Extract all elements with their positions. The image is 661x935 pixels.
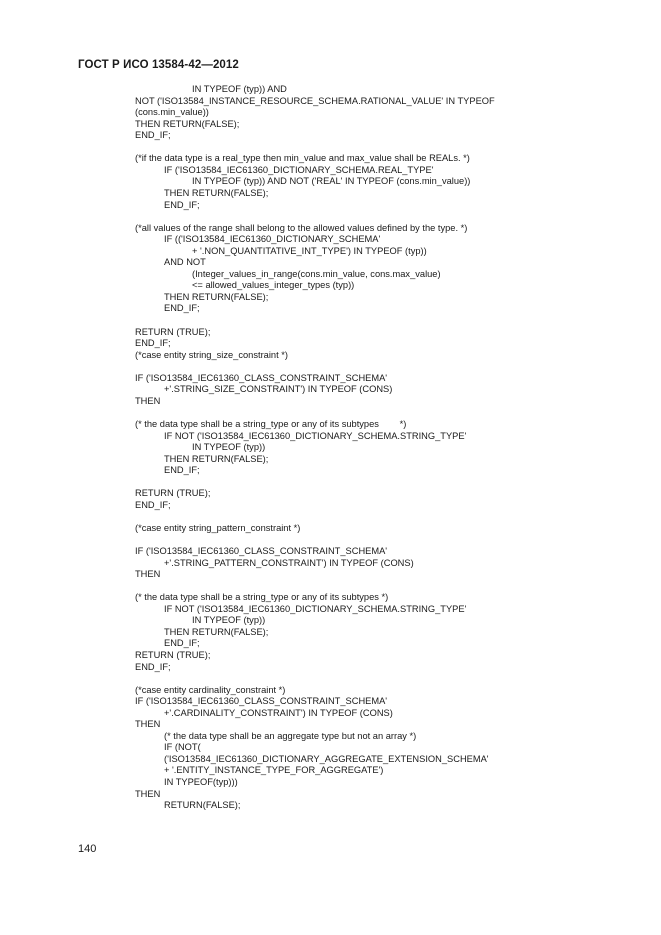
code-line: END_IF; bbox=[164, 199, 200, 210]
code-line: THEN RETURN(FALSE); bbox=[135, 118, 240, 129]
code-line: END_IF; bbox=[135, 499, 171, 510]
code-line: + '.NON_QUANTITATIVE_INT_TYPE') IN TYPEOF (typ)) bbox=[192, 245, 427, 256]
code-line: (* the data type shall be a string_type or any of its subtypes *) bbox=[135, 592, 389, 603]
page-number: 140 bbox=[78, 843, 97, 855]
code-line: IN TYPEOF (typ)) bbox=[192, 615, 266, 626]
code-line: END_IF; bbox=[164, 638, 200, 649]
code-line: RETURN (TRUE); bbox=[135, 326, 211, 337]
code-line: (* the data type shall be a string_type or any of its subtypes *) bbox=[135, 418, 407, 429]
code-line: IF NOT ('ISO13584_IEC61360_DICTIONARY_SCHEMA.STRING_TYPE' bbox=[164, 603, 467, 614]
code-line: IN TYPEOF (typ)) AND bbox=[192, 84, 287, 94]
code-line: ('ISO13584_IEC61360_DICTIONARY_AGGREGATE_EXTENSION_SCHEMA' bbox=[164, 753, 489, 764]
code-line: END_IF; bbox=[135, 338, 171, 349]
code-line: IN TYPEOF (typ)) AND NOT ('REAL' IN TYPEOF (cons.min_value)) bbox=[192, 176, 471, 187]
code-line: IN TYPEOF(typ))) bbox=[164, 777, 238, 787]
code-line: END_IF; bbox=[164, 303, 200, 314]
code-line: THEN bbox=[135, 788, 161, 799]
code-line: THEN bbox=[135, 719, 161, 730]
code-line: <= allowed_values_integer_types (typ)) bbox=[192, 280, 355, 291]
code-line: (*if the data type is a real_type then min_value and max_value shall be REALs. *) bbox=[135, 153, 470, 164]
code-line: AND NOT bbox=[164, 257, 206, 268]
code-line: END_IF; bbox=[135, 130, 171, 141]
code-line: (*all values of the range shall belong to the allowed values defined by the type. *) bbox=[135, 222, 468, 233]
code-line: (Integer_values_in_range(cons.min_value, cons.max_value) bbox=[192, 268, 441, 279]
code-line: THEN RETURN(FALSE); bbox=[164, 626, 269, 637]
code-line: NOT ('ISO13584_INSTANCE_RESOURCE_SCHEMA.RATIONAL_VALUE' IN TYPEOF bbox=[135, 95, 495, 106]
code-line: +'.STRING_PATTERN_CONSTRAINT') IN TYPEOF (CONS) bbox=[164, 557, 414, 568]
code-line: (*case entity string_pattern_constraint *) bbox=[135, 522, 301, 533]
code-line: THEN RETURN(FALSE); bbox=[164, 291, 269, 302]
code-line: IF ('ISO13584_IEC61360_DICTIONARY_SCHEMA.REAL_TYPE' bbox=[164, 164, 434, 175]
code-line: IF ('ISO13584_IEC61360_CLASS_CONSTRAINT_SCHEMA' bbox=[135, 372, 388, 383]
code-line: RETURN (TRUE); bbox=[135, 488, 211, 499]
code-line: END_IF; bbox=[164, 465, 200, 476]
code-line: IF ('ISO13584_IEC61360_CLASS_CONSTRAINT_SCHEMA' bbox=[135, 546, 388, 556]
code-line: RETURN(FALSE); bbox=[164, 800, 241, 811]
code-line: + '.ENTITY_INSTANCE_TYPE_FOR_AGGREGATE') bbox=[164, 765, 384, 776]
code-line: THEN bbox=[135, 569, 161, 580]
code-line: IF (NOT( bbox=[164, 742, 201, 753]
code-line: IF ('ISO13584_IEC61360_CLASS_CONSTRAINT_SCHEMA' bbox=[135, 696, 388, 707]
code-line: RETURN (TRUE); bbox=[135, 649, 211, 660]
code-line: (cons.min_value)) bbox=[135, 107, 209, 118]
code-line: (*case entity string_size_constraint *) bbox=[135, 349, 288, 360]
document-header: ГОСТ Р ИСО 13584-42—2012 bbox=[78, 59, 239, 71]
code-line: THEN RETURN(FALSE); bbox=[164, 453, 269, 464]
code-line: (* the data type shall be an aggregate type but not an array *) bbox=[164, 730, 417, 741]
code-line: +'.CARDINALITY_CONSTRAINT') IN TYPEOF (CONS) bbox=[164, 707, 393, 718]
code-line: THEN bbox=[135, 395, 161, 406]
code-line: +'.STRING_SIZE_CONSTRAINT') IN TYPEOF (CONS) bbox=[164, 384, 393, 395]
code-line: IN TYPEOF (typ)) bbox=[192, 442, 266, 453]
code-line: IF NOT ('ISO13584_IEC61360_DICTIONARY_SCHEMA.STRING_TYPE' bbox=[164, 430, 467, 441]
code-line: IF (('ISO13584_IEC61360_DICTIONARY_SCHEMA' bbox=[164, 234, 381, 245]
code-line: END_IF; bbox=[135, 661, 171, 672]
code-line: THEN RETURN(FALSE); bbox=[164, 187, 269, 198]
code-line: (*case entity cardinality_constraint *) bbox=[135, 684, 286, 695]
